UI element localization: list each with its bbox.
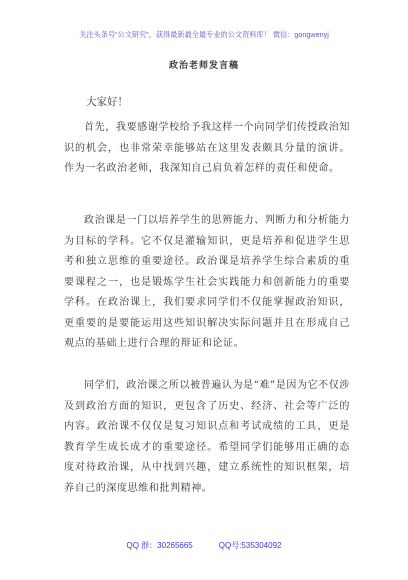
footer-qq-number: QQ号:535304092	[218, 541, 282, 550]
footer-qq-group: QQ 群：30265665	[126, 541, 193, 550]
header-promo-note: 关注头条号“公文研究”，获得最新最全最专业的公文资料库！ 微信：gongwenyj	[79, 30, 329, 39]
paragraph-3: 同学们，政治课之所以被普遍认为是“难”是因为它不仅涉及到政治方面的知识，更包含了历史、经济、社会等广泛的内容。政治课不仅仅是复习知识点和考试成绩的工具，更是教育学生成长成才的重要途径。希望同学们能够用正确的态度对待政治课，从中找到兴趣，建立系统性的知识框架，培养自己的深度思维和批判精神。	[64, 380, 350, 494]
greeting: 大家好！	[86, 96, 128, 108]
paragraph-1: 首先，我要感谢学校给予我这样一个向同学们传授政治知识的机会，也非常荣幸能够站在这里发表颇具分量的演讲。作为一名政治老师，我深知自己肩负着怎样的责任和使命。	[64, 122, 350, 174]
paragraph-2: 政治课是一门以培养学生的思辨能力、判断力和分析能力为目标的学科。它不仅是灌输知识，更是培养和促进学生思考和独立思维的重要途径。政治课是培养学生综合素质的重要课程之一，也是锻炼学生社会实践能力和创新能力的重要学科。在政治课上，我们要求同学们不仅能掌握政治知识，更重要的是要能运用这些知识解决实际问题并且在形成自己观点的基础上进行合理的辩证和论证。	[64, 215, 350, 349]
document-title: 政治老师发言稿	[168, 61, 239, 71]
footer-contact	[0, 540, 408, 551]
